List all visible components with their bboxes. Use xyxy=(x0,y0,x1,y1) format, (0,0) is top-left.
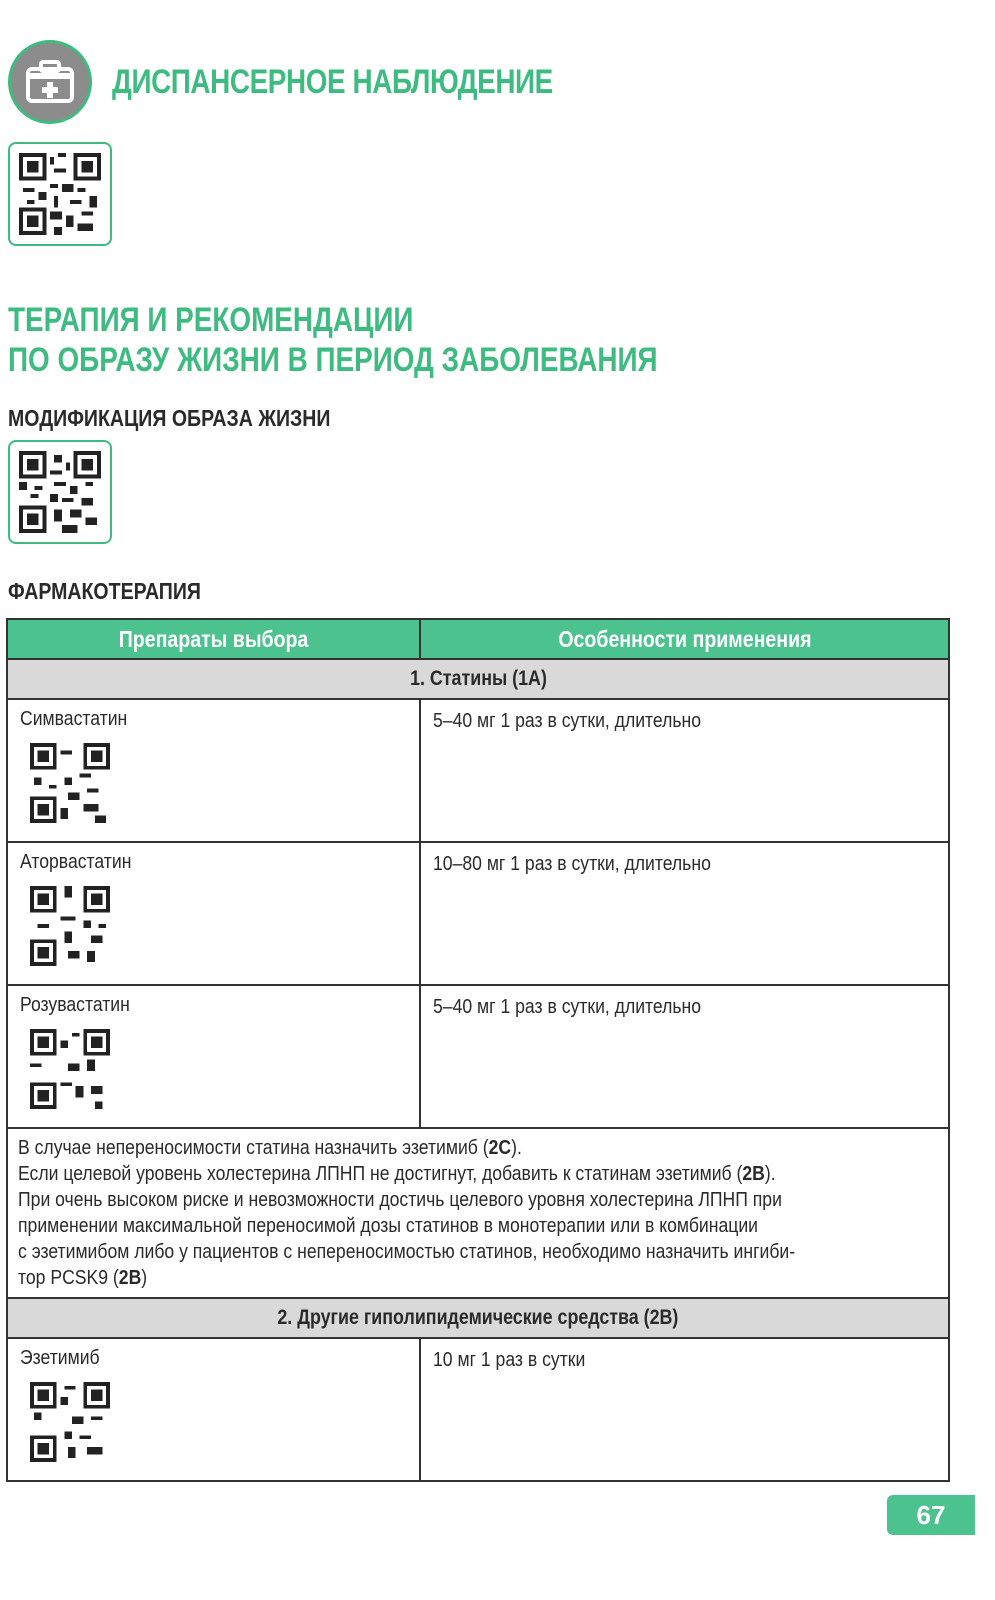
qr-code-drug[interactable] xyxy=(30,886,110,966)
qr-code-drug[interactable] xyxy=(30,743,110,823)
drug-cell xyxy=(7,699,420,842)
pharmacotherapy-heading: ФАРМАКОТЕРАПИЯ xyxy=(8,578,201,604)
qr-code-lifestyle[interactable] xyxy=(8,440,112,544)
column-header-usage: Особенности применения xyxy=(420,619,949,659)
table-row xyxy=(7,1338,949,1481)
table-row xyxy=(7,842,949,985)
group-title: 1. Статины (1А) xyxy=(7,659,949,699)
dose-cell: 10–80 мг 1 раз в сутки, длительно xyxy=(420,842,949,985)
pharmacotherapy-table xyxy=(6,618,950,1482)
group-row-other xyxy=(7,1298,949,1338)
qr-code-drug[interactable] xyxy=(30,1382,110,1462)
column-header-drugs: Препараты выбора xyxy=(7,619,420,659)
drug-name: Эзетимиб xyxy=(20,1347,100,1369)
drug-cell xyxy=(7,985,420,1128)
qr-code-drug[interactable] xyxy=(30,1029,110,1109)
table-row xyxy=(7,699,949,842)
note-line: В случае непереносимости статина назначить эзетимиб (2С). xyxy=(18,1137,522,1159)
therapy-heading-line1: ТЕРАПИЯ И РЕКОМЕНДАЦИИ xyxy=(8,301,414,339)
section-title: ДИСПАНСЕРНОЕ НАБЛЮДЕНИЕ xyxy=(112,62,553,101)
drug-cell xyxy=(7,1338,420,1481)
dose-cell: 5–40 мг 1 раз в сутки, длительно xyxy=(420,985,949,1128)
page-number: 67 xyxy=(887,1495,975,1535)
qr-code-dispensary[interactable] xyxy=(8,142,112,246)
lifestyle-heading: МОДИФИКАЦИЯ ОБРАЗА ЖИЗНИ xyxy=(8,405,331,431)
note-line: Если целевой уровень холестерина ЛПНП не достигнут, добавить к статинам эзетимиб (2В). xyxy=(18,1163,776,1185)
section-header xyxy=(8,40,650,124)
note-line: тор PCSK9 (2В) xyxy=(18,1267,148,1289)
drug-name: Аторвастатин xyxy=(20,851,132,873)
note-cell xyxy=(7,1128,949,1298)
dose-cell: 5–40 мг 1 раз в сутки, длительно xyxy=(420,699,949,842)
group-row-statins xyxy=(7,659,949,699)
drug-name: Симвастатин xyxy=(20,708,128,730)
note-line: применении максимальной переносимой дозы статинов в монотерапии или в комбинации xyxy=(18,1215,758,1237)
dose-cell: 10 мг 1 раз в сутки xyxy=(420,1338,949,1481)
note-line: с эзетимибом либо у пациентов с непереносимостью статинов, необходимо назначить ингиби- xyxy=(18,1241,796,1263)
table-header-row xyxy=(7,619,949,659)
therapy-heading-line2: ПО ОБРАЗУ ЖИЗНИ В ПЕРИОД ЗАБОЛЕВАНИЯ xyxy=(8,341,658,379)
therapy-heading xyxy=(8,300,658,380)
medical-case-icon xyxy=(8,40,92,124)
drug-name: Розувастатин xyxy=(20,994,130,1016)
note-line: При очень высоком риске и невозможности достичь целевого уровня холестерина ЛПНП при xyxy=(18,1189,782,1211)
note-row xyxy=(7,1128,949,1298)
group-title: 2. Другие гиполипидемические средства (2В) xyxy=(7,1298,949,1338)
table-row xyxy=(7,985,949,1128)
drug-cell xyxy=(7,842,420,985)
